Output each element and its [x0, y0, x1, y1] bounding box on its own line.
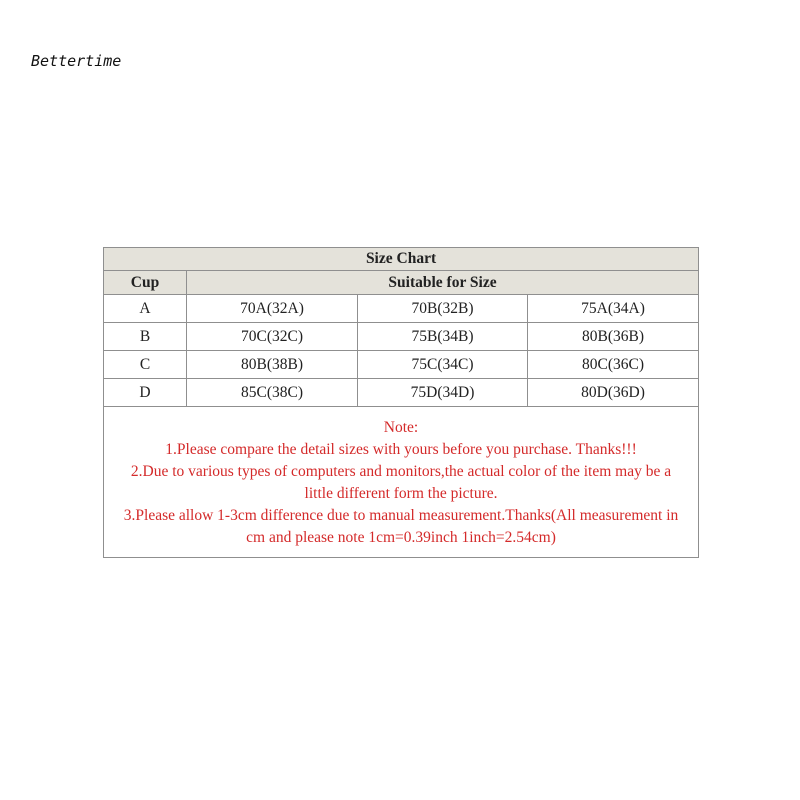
- note-line: 2.Due to various types of computers and monitors,the actual color of the item may be a: [130, 463, 672, 480]
- note-line: 1.Please compare the detail sizes with yours before you purchase. Thanks!!!: [165, 441, 637, 458]
- table-row: [104, 323, 699, 351]
- note-cell: [104, 407, 699, 558]
- cup-cell: A: [104, 295, 187, 323]
- table-row: [104, 295, 699, 323]
- size-cell: 75C(34C): [358, 351, 528, 379]
- note-row: [104, 407, 699, 558]
- note-line: 3.Please allow 1-3cm difference due to manual measurement.Thanks(All measurement in: [123, 507, 679, 524]
- size-chart-header-row: [104, 271, 699, 295]
- size-cell: 70A(32A): [187, 295, 358, 323]
- table-row: [104, 379, 699, 407]
- size-cell: 80D(36D): [528, 379, 699, 407]
- size-cell: 70C(32C): [187, 323, 358, 351]
- note-line: cm and please note 1cm=0.39inch 1inch=2.54cm): [246, 529, 556, 546]
- size-cell: 80C(36C): [528, 351, 699, 379]
- size-chart-table: [103, 247, 699, 558]
- brand-watermark: Bettertime: [31, 52, 122, 70]
- cup-cell: B: [104, 323, 187, 351]
- size-cell: 80B(38B): [187, 351, 358, 379]
- cup-cell: D: [104, 379, 187, 407]
- size-cell: 80B(36B): [528, 323, 699, 351]
- size-cell: 75A(34A): [528, 295, 699, 323]
- suitable-size-column-header: Suitable for Size: [187, 271, 699, 295]
- size-cell: 70B(32B): [358, 295, 528, 323]
- size-chart-title: Size Chart: [104, 248, 699, 271]
- cup-cell: C: [104, 351, 187, 379]
- size-cell: 75D(34D): [358, 379, 528, 407]
- cup-column-header: Cup: [104, 271, 187, 295]
- size-cell: 85C(38C): [187, 379, 358, 407]
- size-cell: 75B(34B): [358, 323, 528, 351]
- size-chart-title-row: [104, 248, 699, 271]
- note-heading: Note:: [383, 419, 419, 436]
- note-line: little different form the picture.: [304, 485, 498, 502]
- table-row: [104, 351, 699, 379]
